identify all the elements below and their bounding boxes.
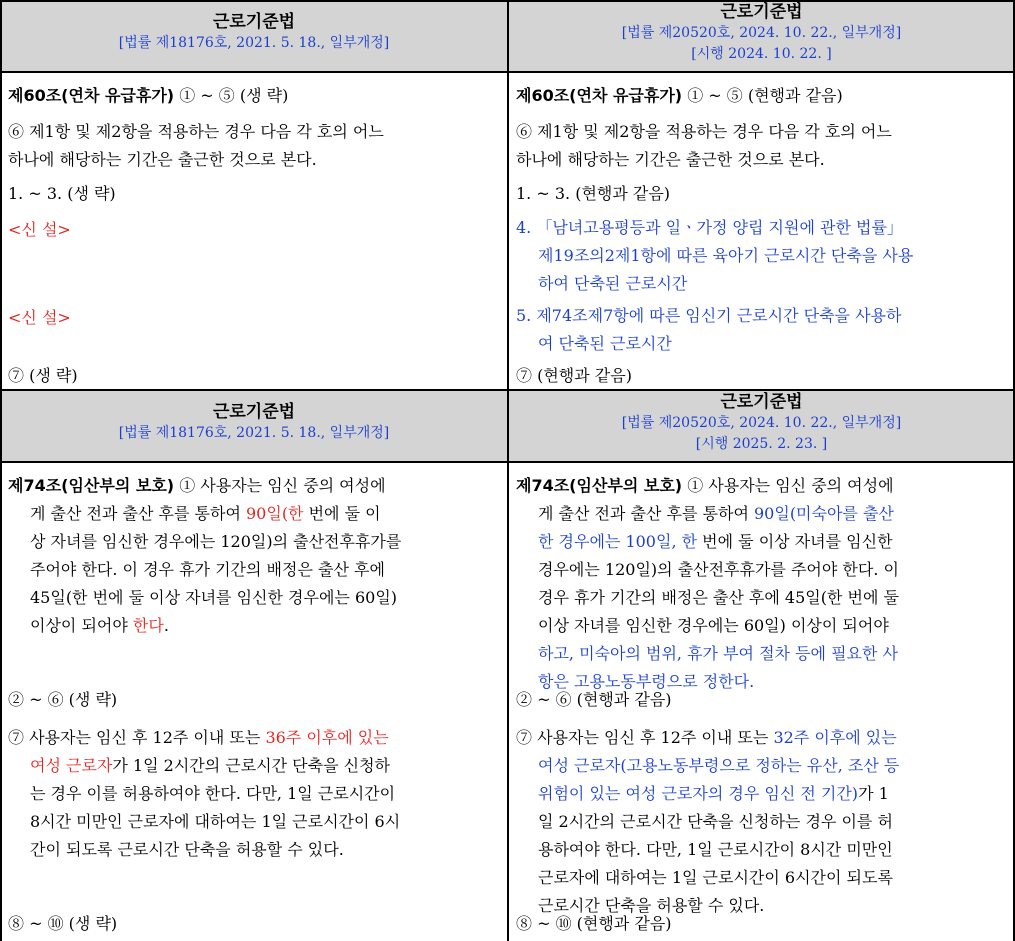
text-line: 상 자녀를 임신한 경우에는 120일)의 출산전후휴가를 — [30, 532, 402, 551]
text-span: . — [163, 616, 169, 635]
added-text: 한 경우에는 100일, 한 — [538, 532, 698, 551]
law-title: 근로기준법 — [720, 392, 803, 412]
deleted-text: 한다 — [132, 616, 164, 635]
paragraphs-2-6: ② ~ ⑥ (생 략) — [8, 690, 118, 709]
text-line: 하여 단축된 근로시간 — [538, 274, 688, 293]
article-title: 제60조(연차 유급휴가) — [8, 86, 175, 105]
text-line: 하나에 해당하는 기간은 출근한 것으로 본다. — [516, 150, 825, 169]
new-item-placeholder: <신 설> — [8, 220, 71, 239]
deleted-text: 90일(한 — [246, 504, 304, 523]
table2-left-body — [0, 462, 508, 941]
table1-left-header — [0, 0, 508, 72]
law-version: [법률 제20520호, 2024. 10. 22., 일부개정] — [621, 415, 902, 431]
text-line: 8시간 미만인 근로자에 대하여는 1일 근로시간이 6시 — [30, 812, 401, 831]
text-span: ⑦ 사용자는 임신 후 12주 이내 또는 — [8, 728, 266, 747]
added-text: 32주 이후에 있는 — [773, 728, 897, 747]
new-item-placeholder: <신 설> — [8, 308, 71, 327]
paragraph-7: ⑦ (생 략) — [8, 366, 78, 385]
text-span: 가 1 — [858, 784, 889, 803]
article-paragraphs: ① ~ ⑤ (생 략) — [174, 86, 289, 105]
table1-left-body — [0, 72, 508, 390]
paragraph-6 — [8, 118, 502, 174]
article-heading — [516, 82, 1009, 110]
text-line: 하나에 해당하는 기간은 출근한 것으로 본다. — [8, 150, 317, 169]
law-title: 근로기준법 — [212, 12, 296, 32]
text-span: 번에 둘 이 — [303, 504, 381, 523]
text-line: 근로자에 대하여는 1일 근로시간이 6시간이 되도록 — [538, 868, 893, 887]
paragraph-7 — [8, 724, 502, 864]
text-line: 경우 휴가 기간의 배정은 출산 후에 45일(한 번에 둘 — [538, 588, 899, 607]
effective-date: [시행 2024. 10. 22. ] — [691, 46, 832, 62]
text-line: 주어야 한다. 이 경우 휴가 기간의 배정은 출산 후에 — [30, 560, 385, 579]
added-text: 위험이 있는 여성 근로자의 경우 임신 전 기간) — [538, 784, 859, 803]
paragraphs-8-10: ⑧ ~ ⑩ (현행과 같음) — [516, 914, 672, 933]
text-span: 이상이 되어야 — [30, 616, 133, 635]
law-title: 근로기준법 — [720, 2, 803, 22]
article-title: 제60조(연차 유급휴가) — [516, 86, 683, 105]
table1-right-body — [508, 72, 1015, 390]
article-title: 제74조(임산부의 보호) — [516, 476, 683, 495]
paragraph-7 — [516, 724, 1009, 920]
deleted-text: 36주 이후에 있는 — [265, 728, 389, 747]
article-74-paragraph-1 — [516, 472, 1009, 696]
text-span: ⑦ 사용자는 임신 후 12주 이내 또는 — [516, 728, 774, 747]
added-text: 하고, 미숙아의 범위, 휴가 부여 절차 등에 필요한 사 — [538, 644, 898, 663]
items-1-3: 1. ~ 3. (생 략) — [8, 184, 116, 203]
text-line: 경우에는 120일)의 출산전후휴가를 주어야 한다. 이 — [538, 560, 899, 579]
text-line: ⑥ 제1항 및 제2항을 적용하는 경우 다음 각 호의 어느 — [516, 122, 892, 141]
law-version: [법률 제18176호, 2021. 5. 18., 일부개정] — [118, 35, 390, 51]
text-line: 제19조의2제1항에 따른 육아기 근로시간 단축을 사용 — [538, 246, 914, 265]
text-line: ⑥ 제1항 및 제2항을 적용하는 경우 다음 각 호의 어느 — [8, 122, 384, 141]
paragraph-6 — [516, 118, 1009, 174]
paragraph-7: ⑦ (현행과 같음) — [516, 366, 632, 385]
article-74-paragraph-1 — [8, 472, 502, 640]
text-span: 가 1일 2시간의 근로시간 단축을 신청하 — [112, 756, 391, 775]
items-1-3: 1. ~ 3. (현행과 같음) — [516, 184, 671, 203]
text-span: 게 출산 전과 출산 후를 통하여 — [538, 504, 754, 523]
table2-right-body — [508, 462, 1015, 941]
law-version: [법률 제18176호, 2021. 5. 18., 일부개정] — [118, 425, 390, 441]
table2-left-header — [0, 390, 508, 462]
text-line: 는 경우 이를 허용하여야 한다. 다만, 1일 근로시간이 — [30, 784, 396, 803]
paragraphs-2-6: ② ~ ⑥ (현행과 같음) — [516, 690, 672, 709]
table2-right-header — [508, 390, 1015, 462]
article-paragraphs: ① ~ ⑤ (현행과 같음) — [682, 86, 843, 105]
text-span: ① 사용자는 임신 중의 여성에 — [174, 476, 386, 495]
text-line: 간이 되도록 근로시간 단축을 허용할 수 있다. — [30, 840, 344, 859]
text-line: 4. 「남녀고용평등과 일ㆍ가정 양립 지원에 관한 법률」 — [516, 218, 903, 237]
law-version: [법률 제20520호, 2024. 10. 22., 일부개정] — [621, 25, 902, 41]
text-line: 이상 자녀를 임신한 경우에는 60일) 이상이 되어야 — [538, 616, 889, 635]
text-span: ① 사용자는 임신 중의 여성에 — [682, 476, 894, 495]
text-line: 45일(한 번에 둘 이상 자녀를 임신한 경우에는 60일) — [30, 588, 398, 607]
text-line: 5. 제74조제7항에 따른 임신기 근로시간 단축을 사용하 — [516, 306, 902, 325]
table-border — [0, 0, 2, 941]
law-title: 근로기준법 — [212, 402, 296, 422]
text-line: 일 2시간의 근로시간 단축을 신청하는 경우 이를 허 — [538, 812, 893, 831]
item-4 — [516, 214, 1009, 298]
added-text: 여성 근로자(고용노동부령으로 정하는 유산, 조산 등 — [538, 756, 900, 775]
added-text: 항은 고용노동부령으로 정한다. — [538, 672, 755, 691]
item-5 — [516, 302, 1009, 358]
text-line: 용하여야 한다. 다만, 1일 근로시간이 8시간 미만인 — [538, 840, 893, 859]
column-divider — [507, 0, 509, 941]
deleted-text: 여성 근로자 — [30, 756, 113, 775]
text-line: 근로시간 단축을 허용할 수 있다. — [538, 896, 765, 915]
effective-date: [시행 2025. 2. 23. ] — [695, 436, 828, 452]
added-text: 90일(미숙아를 출산 — [754, 504, 894, 523]
article-title: 제74조(임산부의 보호) — [8, 476, 175, 495]
article-heading — [8, 82, 502, 110]
text-span: 번에 둘 이상 자녀를 임신한 — [697, 532, 893, 551]
table1-right-header — [508, 0, 1015, 72]
text-line: 여 단축된 근로시간 — [538, 334, 672, 353]
text-span: 게 출산 전과 출산 후를 통하여 — [30, 504, 246, 523]
paragraphs-8-10: ⑧ ~ ⑩ (생 략) — [8, 914, 118, 933]
